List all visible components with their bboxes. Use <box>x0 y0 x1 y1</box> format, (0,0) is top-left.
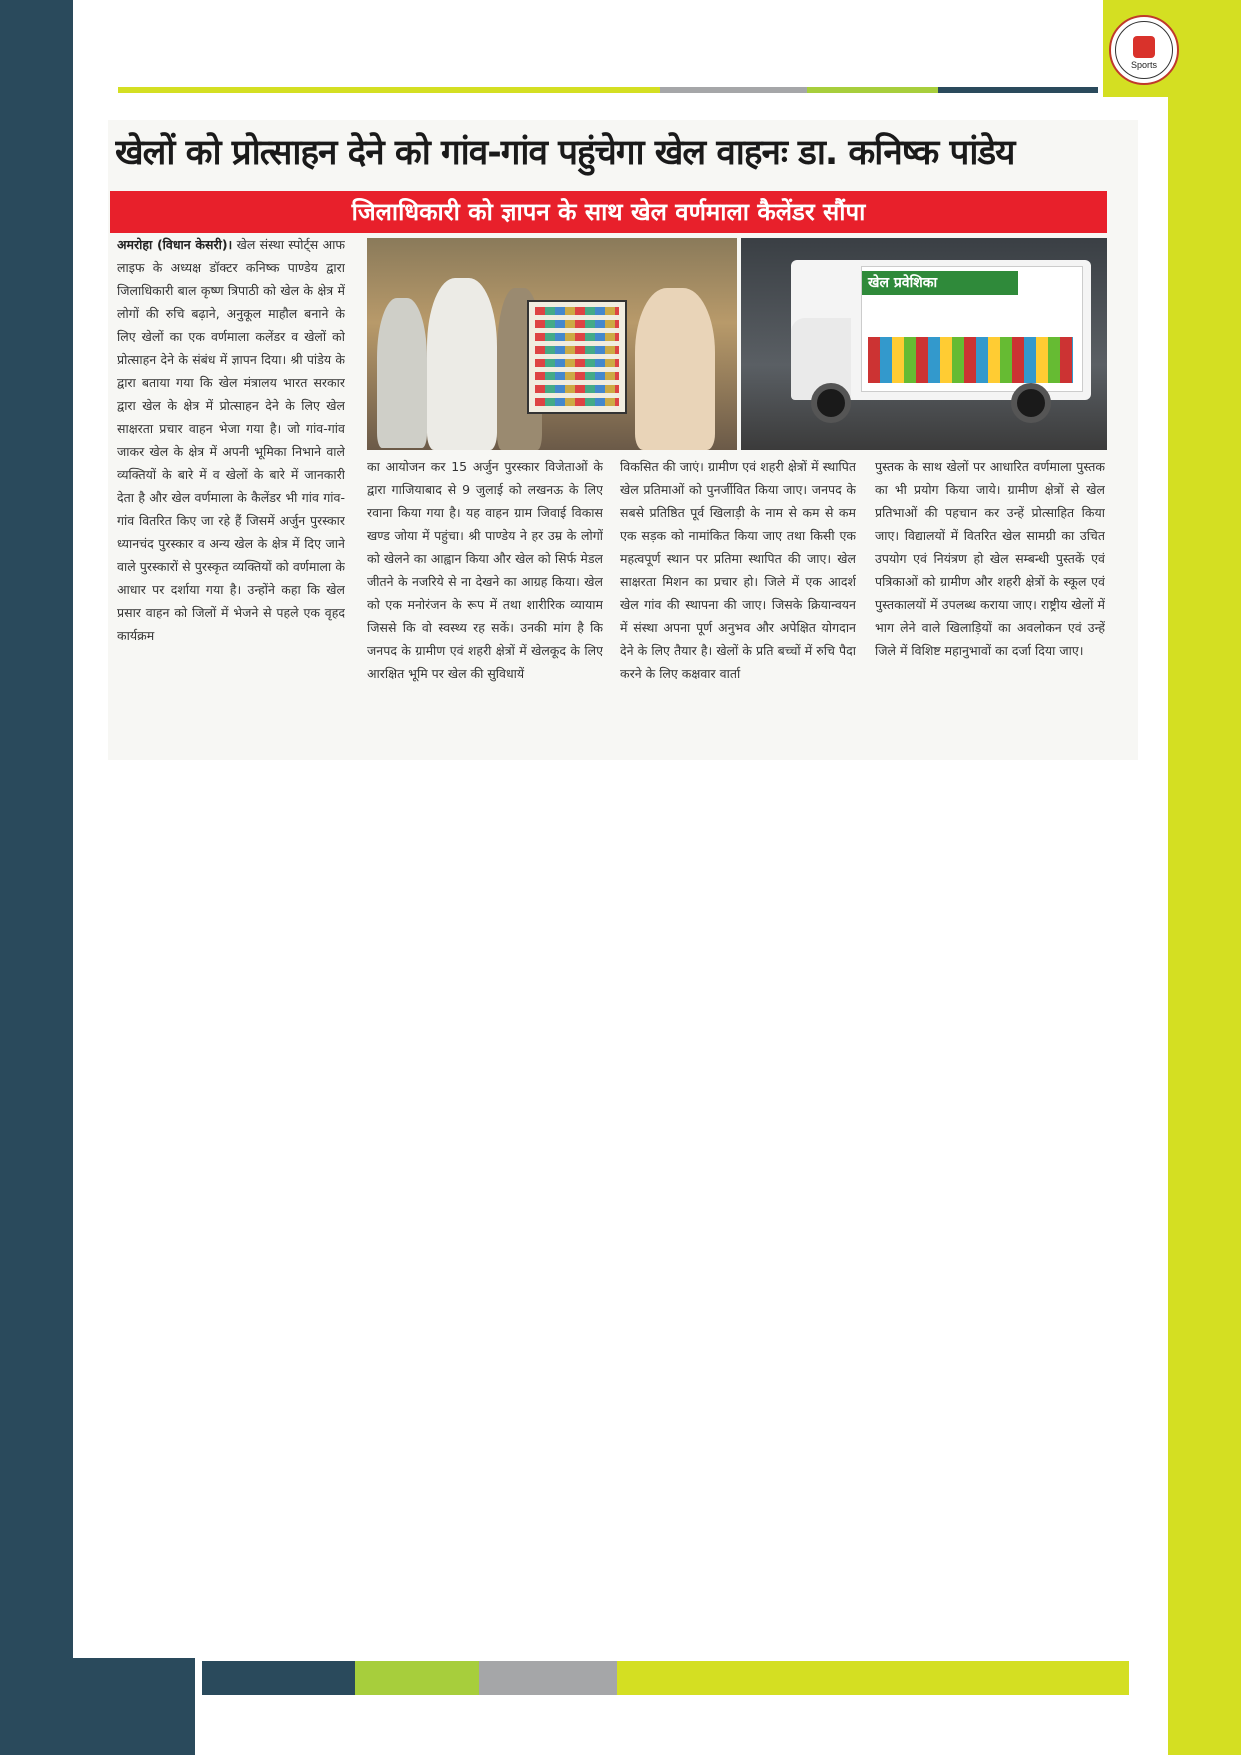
bottom-bar-lime <box>617 1661 1129 1695</box>
van-sign-text: खेल प्रवेशिका <box>862 271 1018 295</box>
article-byline: अमरोहा (विधान केसरी)। <box>117 237 233 252</box>
van-banner-graphics <box>868 337 1073 383</box>
top-line-navy <box>938 87 1098 93</box>
bottom-bar-navy <box>202 1661 355 1695</box>
calendar-chart <box>527 300 627 414</box>
bottom-bar-green <box>355 1661 479 1695</box>
van-wheel <box>811 383 851 423</box>
left-navy-bar <box>0 0 73 1755</box>
sports-emblem-icon <box>1115 21 1173 79</box>
top-line-green <box>807 87 938 93</box>
bottom-bar-gray <box>479 1661 617 1695</box>
left-bottom-block <box>0 1658 195 1755</box>
right-lime-strip <box>1168 97 1241 1755</box>
article-subheadline: जिलाधिकारी को ज्ञापन के साथ खेल वर्णमाला कैलेंडर सौंपा <box>110 191 1107 233</box>
top-line-gray <box>660 87 807 93</box>
article-column-2: का आयोजन कर 15 अर्जुन पुरस्कार विजेताओं के द्वारा गाजियाबाद से 9 जुलाई को लखनऊ के लिए रवाना किया गया है। यह वाहन ग्राम जिवाई विकास खण्ड जोया में पहुंचा। श्री पाण्डेय ने हर उम्र के लोगों को खेलने का आह्वान किया और खेल को सिर्फ मेडल जीतने के नजरिये से ना देखने का आग्रह किया। खेल को एक मनोरंजन के रूप में तथा शारीरिक व्यायाम जिससे कि वो स्वस्थ्य रह सकें। उनकी मांग है कि जनपद के ग्रामीण एवं शहरी क्षेत्रों में खेलकूद के लिए आरक्षित भूमि पर खेल की सुविधायें <box>367 459 603 681</box>
article-column-4: पुस्तक के साथ खेलों पर आधारित वर्णमाला पुस्तक का भी प्रयोग किया जाये। ग्रामीण क्षेत्रों से खेल प्रतिभाओं की पहचान कर उन्हें प्रोत्साहित किया जाए। विद्यालयों में वितरित खेल सामग्री का उचित उपयोग एवं नियंत्रण हो खेल सम्बन्धी पुस्तकें एवं पत्रिकाओं को ग्रामीण और शहरी क्षेत्रों के स्कूल एवं पुस्तकालयों में उपलब्ध कराया जाए। राष्ट्रीय खेलों में भाग लेने वाले खिलाड़ियों का अवलोकन एवं उन्हें जिले में विशिष्ट महानुभावों का दर्जा दिया जाए। <box>875 459 1105 658</box>
photo-person <box>635 288 715 450</box>
emblem-figure <box>1133 36 1155 58</box>
sports-logo <box>1109 15 1179 85</box>
logo-label: Sports <box>1130 60 1157 70</box>
top-line-lime <box>118 87 660 93</box>
article-column-1 <box>117 233 345 748</box>
column-1-text: खेल संस्था स्पोर्ट्स आफ लाइफ के अध्यक्ष डॉक्टर कनिष्क पाण्डेय द्वारा जिलाधिकारी बाल कृष्ण त्रिपाठी को खेल के क्षेत्र में लोगों की रुचि बढ़ाने, अनुकूल माहौल बनाने के लिए खेलों का एक वर्णमाला कलेंडर व खेलों को प्रोत्साहन देने के संबंध में ज्ञापन दिया। श्री पांडेय के द्वारा बताया गया कि खेल मंत्रालय भारत सरकार द्वारा खेल के क्षेत्र में प्रोत्साहन देने के लिए खेल साक्षरता प्रचार वाहन भेजा गया है। जो गांव-गांव जाकर खेल के क्षेत्र में अपनी भूमिका निभाने वाले व्यक्तियों के बारे में व खेलों के बारे में जानकारी देता है और खेल वर्णमाला के कैलेंडर भी गांव गांव-गांव वितरित किए जा रहे हैं जिसमें अर्जुन पुरस्कार ध्यानचंद पुरस्कार व अन्य खेल के क्षेत्र में दिए जाने वाले पुरस्कारों से पुरस्कृत व्यक्तियों को वर्णमाला के आधार पर दर्शाया गया है। उन्होंने कहा कि खेल प्रसार वाहन को जिलों में भेजने से पहले एक वृहद कार्यक्रम <box>117 237 345 643</box>
photo-calendar-handover <box>367 238 737 450</box>
article-headline: खेलों को प्रोत्साहन देने को गांव-गांव पहुंचेगा खेल वाहनः डा. कनिष्क पांडेय <box>115 133 1015 173</box>
van-banner <box>861 266 1083 392</box>
van-wheel <box>1011 383 1051 423</box>
photo-sports-van <box>741 238 1107 450</box>
article-column-3: विकसित की जाएं। ग्रामीण एवं शहरी क्षेत्रों में स्थापित खेल प्रतिमाओं को पुनर्जीवित किया जाए। जनपद के सबसे प्रतिष्ठित पूर्व खिलाड़ी के नाम से कम से कम एक सड़क को नामांकित किया जाए तथा किसी एक महत्वपूर्ण स्थान पर प्रतिमा स्थापित की जाए। खेल साक्षरता मिशन का प्रचार हो। जिले में एक आदर्श खेल गांव की स्थापना की जाए। जिसके क्रियान्वयन में संस्था अपना पूर्ण अनुभव और अपेक्षित योगदान देने के लिए तैयार है। खेलों के प्रति बच्चों में रुचि पैदा करने के लिए कक्षवार वार्ता <box>620 459 856 681</box>
photo-person <box>427 278 497 450</box>
photo-person <box>377 298 427 448</box>
